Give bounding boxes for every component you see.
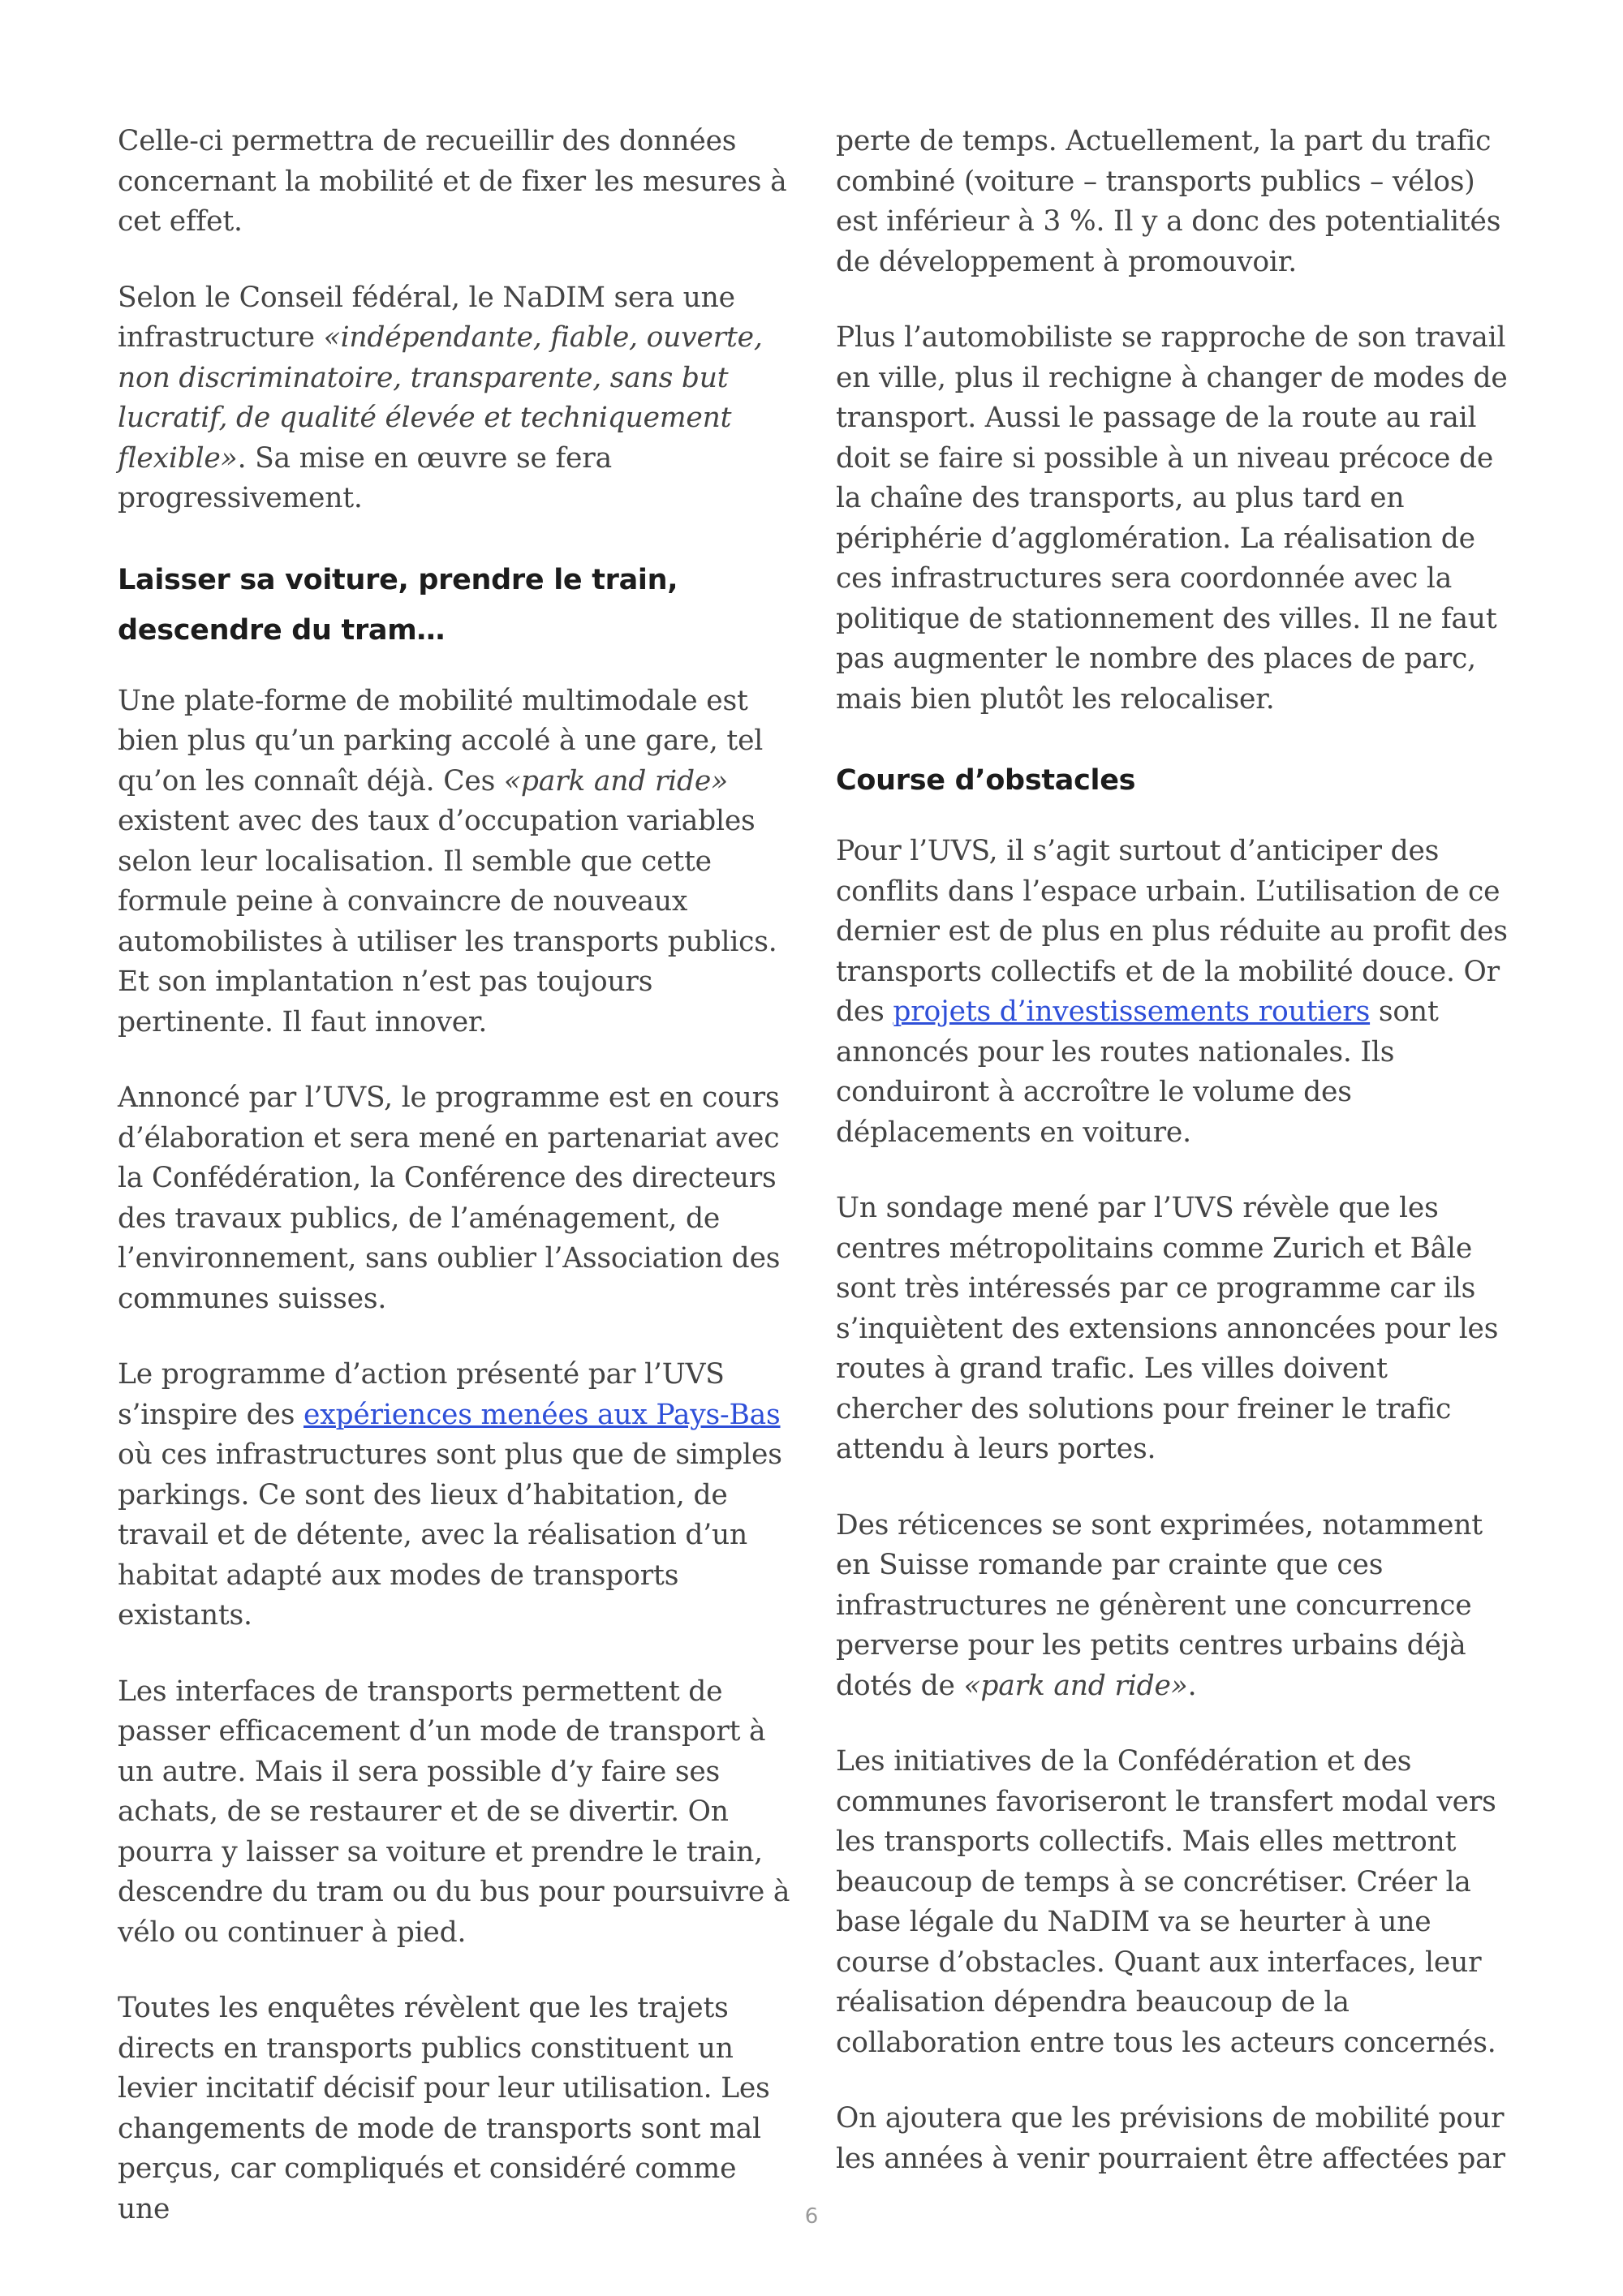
paragraph: Un sondage mené par l’UVS révèle que les centres métropolitains comme Zurich et Bâle sont très intéressés par ce programme car ils s’inquiètent des extensions annoncées pour les routes à grand trafic. Les villes doivent chercher des solutions pour freiner le trafic attendu à leurs portes.: [836, 1192, 1499, 1465]
link-pays-bas[interactable]: expériences menées aux Pays-Bas: [304, 1398, 781, 1431]
paragraph: Une plate-forme de mobilité multimodale est bien plus qu’un parking accolé à une gare, tel qu’on les connaît déjà. Ces «park and ride» existent avec des taux d’occupation variables selon leur localisation. Il semble que cette formule peine à convaincre de nouveaux automobilistes à utiliser les transports publics. Et son implantation n’est pas toujours pertinente. Il faut innover.: [118, 684, 777, 1038]
paragraph: Toutes les enquêtes révèlent que les trajets directs en transports publics constituent un levier incitatif décisif pour leur utilisation. Les changements de mode de transports sont mal perçus, car compliqués et considéré comme une: [118, 1992, 770, 2225]
left-column: [118, 122, 791, 2265]
paragraph: Pour l’UVS, il s’agit surtout d’anticiper des conflits dans l’espace urbain. L’utilisation de ce dernier est de plus en plus réduite au profit des transports collectifs et de la mobilité douce. Or des projets d’investissements routiers sont annoncés pour les routes nationales. Ils conduiront à accroître le volume des déplacements en voiture.: [836, 835, 1508, 1149]
right-column: [836, 122, 1518, 2215]
section-heading: Laisser sa voiture, prendre le train, descendre du tram…: [118, 563, 678, 647]
link-projets-routiers[interactable]: projets d’investissements routiers: [893, 995, 1371, 1028]
paragraph: perte de temps. Actuellement, la part du trafic combiné (voiture – transports publics – vélos) est inférieur à 3 %. Il y a donc des potentialités de développement à promouvoir.: [836, 125, 1501, 278]
quote-text: «park and ride»: [963, 1669, 1188, 1702]
paragraph: Les interfaces de transports permettent de passer efficacement d’un mode de transport à un autre. Mais il sera possible d’y faire ses achats, de se restaurer et de se divertir. On pourra y laisser sa voiture et prendre le train, descendre du tram ou du bus pour poursuivre à vélo ou continuer à pied.: [118, 1675, 790, 1949]
section-heading: Course d’obstacles: [836, 764, 1136, 797]
paragraph: On ajoutera que les prévisions de mobilité pour les années à venir pourraient être affectées par: [836, 2102, 1505, 2175]
page-number: 6: [804, 2204, 819, 2229]
paragraph: Plus l’automobiliste se rapproche de son travail en ville, plus il rechigne à changer de modes de transport. Aussi le passage de la route au rail doit se faire si possible à un niveau précoce de la chaîne des transports, au plus tard en périphérie d’agglomération. La réalisation de ces infrastructures sera coordonnée avec la politique de stationnement des villes. Il ne faut pas augmenter le nombre des places de parc, mais bien plutôt les relocaliser.: [836, 321, 1508, 716]
paragraph: Annoncé par l’UVS, le programme est en cours d’élaboration et sera mené en partenariat avec la Confédération, la Conférence des directeurs des travaux publics, de l’aménagement, de l’environnement, sans oublier l’Association des communes suisses.: [118, 1081, 781, 1315]
paragraph: Les initiatives de la Confédération et des communes favoriseront le transfert modal vers les transports collectifs. Mais elles mettront beaucoup de temps à se concrétiser. Créer la base légale du NaDIM va se heurter à une course d’obstacles. Quant aux interfaces, leur réalisation dépendra beaucoup de la collaboration entre tous les acteurs concernés.: [836, 1745, 1496, 2059]
paragraph: Celle-ci permettra de recueillir des données concernant la mobilité et de fixer les mesures à cet effet.: [118, 125, 787, 238]
paragraph: Selon le Conseil fédéral, le NaDIM sera une infrastructure «indépendante, fiable, ouverte, non discriminatoire, transparente, sans but lucratif, de qualité élevée et techniquement flexible». Sa mise en œuvre se fera progressivement.: [118, 281, 763, 514]
quote-text: «indépendante, fiable, ouverte, non discriminatoire, transparente, sans but lucratif, de qualité élevée et techniquement flexible»: [118, 321, 763, 475]
quote-text: «park and ride»: [503, 764, 729, 798]
paragraph: Le programme d’action présenté par l’UVS s’inspire des expériences menées aux Pays-Bas où ces infrastructures sont plus que de simples parkings. Ce sont des lieux d’habitation, de travail et de détente, avec la réalisation d’un habitat adapté aux modes de transports existants.: [118, 1358, 782, 1632]
paragraph: Des réticences se sont exprimées, notamment en Suisse romande par crainte que ces infrastructures ne génèrent une concurrence perverse pour les petits centres urbains déjà dotés de «park and ride».: [836, 1508, 1483, 1702]
